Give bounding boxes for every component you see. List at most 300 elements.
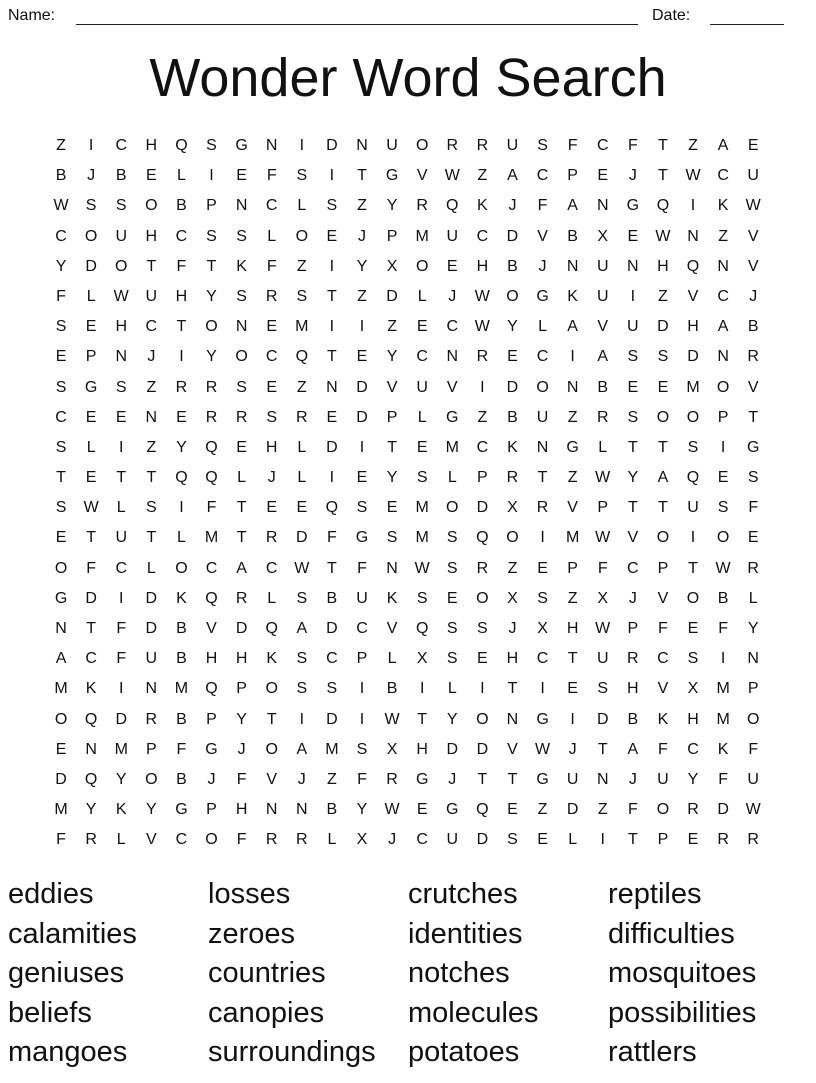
grid-cell: J bbox=[207, 770, 216, 788]
grid-cell: S bbox=[597, 680, 609, 698]
grid-cell: L bbox=[297, 197, 307, 215]
grid-cell: C bbox=[416, 831, 428, 849]
grid-cell: R bbox=[175, 378, 188, 396]
grid-cell: Y bbox=[386, 469, 398, 487]
grid-cell: S bbox=[416, 469, 428, 487]
word-list-item: crutches bbox=[408, 878, 518, 910]
grid-cell: R bbox=[476, 348, 489, 366]
grid-cell: H bbox=[687, 710, 699, 728]
grid-cell: V bbox=[687, 287, 699, 305]
grid-cell: P bbox=[145, 740, 157, 758]
grid-cell: Z bbox=[477, 167, 488, 185]
grid-cell: O bbox=[716, 529, 730, 547]
word-list-item: beliefs bbox=[8, 996, 92, 1029]
grid-cell: S bbox=[507, 831, 518, 849]
grid-cell: C bbox=[55, 227, 67, 245]
grid-cell: T bbox=[236, 529, 247, 547]
grid-cell: V bbox=[507, 740, 518, 758]
word-list-item: surroundings bbox=[208, 1036, 376, 1068]
grid-cell: I bbox=[179, 348, 184, 366]
grid-cell: W bbox=[474, 318, 490, 336]
grid-cell: L bbox=[116, 831, 126, 849]
grid-cell: I bbox=[299, 137, 305, 154]
grid-cell: X bbox=[597, 589, 609, 607]
grid-cell: B bbox=[326, 801, 338, 819]
grid-cell: Y bbox=[236, 710, 247, 728]
grid-cell: P bbox=[236, 680, 247, 698]
grid-cell: D bbox=[596, 710, 609, 728]
grid-cell: E bbox=[266, 499, 278, 517]
grid-cell: E bbox=[687, 831, 699, 849]
grid-cell: S bbox=[477, 620, 488, 637]
grid-cell: L bbox=[447, 469, 457, 487]
grid-cell: R bbox=[747, 559, 759, 577]
word-list-item: geniuses bbox=[8, 957, 125, 989]
grid-cell: F bbox=[86, 559, 97, 577]
grid-cell: L bbox=[447, 680, 457, 698]
grid-cell: G bbox=[536, 710, 549, 728]
grid-cell: I bbox=[359, 710, 365, 728]
grid-cell: H bbox=[205, 650, 218, 668]
grid-cell: R bbox=[85, 831, 97, 849]
grid-cell: N bbox=[386, 559, 398, 577]
grid-cell: Z bbox=[357, 287, 367, 305]
grid-cell: Q bbox=[84, 770, 98, 788]
grid-cell: D bbox=[506, 227, 519, 245]
grid-cell: Q bbox=[476, 529, 489, 547]
grid-cell: V bbox=[657, 589, 669, 607]
grid-cell: E bbox=[687, 620, 699, 637]
grid-cell: I bbox=[329, 318, 335, 336]
grid-cell: E bbox=[236, 438, 247, 456]
grid-cell: T bbox=[417, 710, 428, 728]
grid-cell: R bbox=[627, 650, 639, 668]
grid-cell: L bbox=[237, 469, 247, 487]
grid-cell: B bbox=[176, 770, 187, 788]
grid-cell: V bbox=[747, 378, 759, 396]
grid-cell: E bbox=[627, 227, 639, 245]
grid-cell: O bbox=[746, 710, 760, 728]
grid-cell: M bbox=[415, 499, 429, 517]
grid-cell: P bbox=[386, 227, 398, 245]
grid-cell: D bbox=[85, 589, 97, 607]
grid-cell: F bbox=[56, 831, 66, 849]
grid-cell: D bbox=[296, 529, 308, 547]
grid-cell: M bbox=[54, 680, 68, 698]
grid-cell: Z bbox=[296, 257, 307, 275]
grid-cell: H bbox=[145, 227, 158, 245]
grid-cell: B bbox=[747, 318, 759, 336]
grid-cell: T bbox=[116, 469, 127, 487]
grid-cell: A bbox=[597, 348, 609, 366]
grid-cell: T bbox=[537, 469, 548, 487]
grid-cell: O bbox=[265, 680, 278, 698]
grid-cell: J bbox=[448, 287, 457, 305]
word-list-item: notches bbox=[408, 957, 510, 989]
grid-cell: M bbox=[174, 680, 189, 698]
date-blank-line bbox=[710, 6, 784, 25]
grid-cell: E bbox=[85, 408, 97, 426]
grid-cell: O bbox=[415, 257, 429, 275]
grid-cell: C bbox=[536, 348, 549, 366]
grid-cell: B bbox=[176, 620, 187, 637]
grid-cell: I bbox=[209, 167, 214, 185]
grid-cell: W bbox=[294, 559, 310, 577]
grid-cell: C bbox=[115, 559, 128, 577]
grid-cell: C bbox=[175, 831, 188, 849]
grid-cell: S bbox=[537, 589, 548, 607]
grid-cell: U bbox=[145, 287, 158, 305]
grid-cell: D bbox=[326, 438, 338, 456]
grid-cell: U bbox=[566, 770, 579, 788]
grid-cell: Q bbox=[205, 469, 218, 487]
grid-cell: L bbox=[297, 438, 307, 456]
grid-cell: E bbox=[446, 257, 458, 275]
grid-cell: M bbox=[114, 740, 128, 758]
grid-cell: J bbox=[388, 831, 397, 849]
grid-cell: O bbox=[656, 408, 670, 426]
grid-cell: Z bbox=[658, 287, 668, 305]
grid-cell: T bbox=[658, 438, 668, 456]
grid-cell: W bbox=[745, 801, 761, 819]
grid-cell: C bbox=[476, 438, 489, 456]
grid-cell: E bbox=[55, 529, 67, 547]
grid-cell: E bbox=[266, 318, 278, 336]
grid-cell: L bbox=[417, 287, 427, 305]
grid-cell: Z bbox=[537, 801, 548, 819]
grid-cell: S bbox=[266, 408, 278, 426]
grid-cell: W bbox=[595, 529, 611, 547]
grid-cell: N bbox=[717, 348, 729, 366]
grid-cell: N bbox=[145, 680, 158, 698]
grid-cell: H bbox=[687, 318, 699, 336]
grid-cell: P bbox=[206, 801, 217, 819]
grid-cell: M bbox=[445, 438, 459, 456]
grid-cell: E bbox=[326, 227, 338, 245]
grid-cell: H bbox=[145, 137, 158, 154]
grid-cell: I bbox=[720, 650, 726, 668]
grid-cell: K bbox=[657, 710, 669, 728]
grid-cell: T bbox=[658, 499, 668, 517]
grid-cell: P bbox=[657, 831, 669, 849]
grid-cell: S bbox=[115, 378, 127, 396]
grid-cell: R bbox=[476, 559, 489, 577]
grid-cell: N bbox=[747, 650, 759, 668]
grid-cell: W bbox=[414, 559, 430, 577]
grid-cell: Y bbox=[176, 438, 187, 456]
grid-cell: T bbox=[567, 650, 578, 668]
grid-cell: N bbox=[506, 710, 519, 728]
grid-cell: O bbox=[54, 710, 68, 728]
grid-cell: O bbox=[54, 559, 68, 577]
grid-cell: S bbox=[236, 227, 247, 245]
grid-cell: L bbox=[176, 529, 186, 547]
grid-cell: O bbox=[446, 499, 459, 517]
grid-cell: L bbox=[116, 499, 126, 517]
grid-cell: S bbox=[115, 197, 127, 215]
grid-cell: C bbox=[326, 650, 338, 668]
grid-cell: T bbox=[146, 257, 157, 275]
grid-cell: B bbox=[386, 680, 398, 698]
grid-cell: R bbox=[265, 287, 278, 305]
grid-cell: R bbox=[596, 408, 609, 426]
date-label: Date: bbox=[652, 7, 691, 24]
grid-cell: Y bbox=[747, 620, 759, 637]
grid-cell: C bbox=[356, 620, 368, 637]
grid-cell: C bbox=[265, 197, 278, 215]
grid-cell: B bbox=[567, 227, 578, 245]
grid-cell: Z bbox=[567, 589, 578, 607]
grid-cell: I bbox=[570, 348, 575, 366]
grid-cell: R bbox=[416, 197, 428, 215]
grid-cell: M bbox=[204, 529, 219, 547]
grid-cell: B bbox=[627, 710, 639, 728]
grid-cell: D bbox=[356, 408, 368, 426]
grid-cell: H bbox=[235, 650, 248, 668]
grid-cell: N bbox=[235, 197, 248, 215]
grid-cell: A bbox=[567, 197, 578, 215]
grid-cell: Z bbox=[327, 770, 337, 788]
word-list-item: eddies bbox=[8, 878, 94, 910]
grid-cell: C bbox=[536, 167, 549, 185]
grid-cell: R bbox=[235, 408, 248, 426]
grid-cell: C bbox=[265, 348, 278, 366]
grid-cell: U bbox=[506, 137, 519, 154]
grid-cell: K bbox=[386, 589, 398, 607]
grid-cell: T bbox=[507, 680, 518, 698]
grid-cell: B bbox=[176, 197, 187, 215]
grid-cell: Y bbox=[446, 710, 458, 728]
grid-cell: V bbox=[145, 831, 157, 849]
grid-cell: E bbox=[537, 831, 548, 849]
grid-cell: G bbox=[175, 801, 188, 819]
grid-cell: T bbox=[86, 529, 97, 547]
grid-cell: Y bbox=[145, 801, 157, 819]
grid-cell: K bbox=[717, 197, 729, 215]
grid-cell: K bbox=[717, 740, 729, 758]
grid-cell: Z bbox=[507, 559, 518, 577]
grid-cell: N bbox=[326, 378, 338, 396]
grid-cell: W bbox=[53, 197, 69, 215]
grid-cell: M bbox=[54, 801, 68, 819]
grid-cell: N bbox=[627, 257, 639, 275]
grid-cell: Z bbox=[718, 227, 728, 245]
grid-cell: S bbox=[657, 348, 669, 366]
grid-cell: H bbox=[627, 680, 639, 698]
grid-cell: T bbox=[146, 529, 157, 547]
grid-cell: Q bbox=[265, 620, 278, 637]
grid-cell: E bbox=[747, 529, 759, 547]
grid-cell: R bbox=[265, 831, 278, 849]
grid-cell: D bbox=[386, 287, 398, 305]
grid-cell: Z bbox=[387, 318, 397, 336]
grid-cell: R bbox=[205, 408, 218, 426]
grid-cell: E bbox=[326, 408, 338, 426]
grid-cell: E bbox=[115, 408, 127, 426]
name-blank-line bbox=[76, 6, 638, 25]
grid-cell: E bbox=[296, 499, 308, 517]
grid-cell: Q bbox=[205, 680, 218, 698]
grid-cell: S bbox=[85, 197, 97, 215]
grid-cell: O bbox=[476, 589, 489, 607]
grid-cell: E bbox=[176, 408, 187, 426]
grid-cell: N bbox=[596, 197, 609, 215]
grid-cell: O bbox=[175, 559, 188, 577]
grid-cell: Q bbox=[415, 620, 429, 637]
grid-cell: F bbox=[537, 197, 548, 215]
grid-cell: Y bbox=[386, 348, 398, 366]
grid-cell: E bbox=[356, 469, 368, 487]
grid-cell: U bbox=[596, 650, 609, 668]
grid-cell: N bbox=[55, 620, 67, 637]
grid-cell: F bbox=[176, 257, 187, 275]
grid-cell: L bbox=[568, 831, 578, 849]
grid-cell: O bbox=[265, 740, 278, 758]
grid-cell: P bbox=[567, 559, 578, 577]
grid-cell: I bbox=[690, 529, 696, 547]
grid-cell: S bbox=[145, 499, 157, 517]
letter-grid bbox=[46, 131, 768, 856]
grid-cell: B bbox=[115, 167, 127, 185]
grid-cell: J bbox=[147, 348, 156, 366]
grid-cell: R bbox=[145, 710, 158, 728]
grid-cell: J bbox=[508, 620, 517, 637]
grid-cell: C bbox=[205, 559, 218, 577]
grid-cell: R bbox=[446, 137, 459, 154]
grid-cell: Y bbox=[206, 348, 217, 366]
grid-cell: X bbox=[386, 257, 398, 275]
grid-cell: C bbox=[145, 318, 158, 336]
grid-cell: L bbox=[538, 318, 547, 336]
grid-cell: F bbox=[567, 137, 578, 154]
grid-cell: C bbox=[476, 227, 489, 245]
grid-cell: R bbox=[265, 529, 278, 547]
grid-cell: S bbox=[446, 529, 458, 547]
grid-cell: E bbox=[477, 650, 488, 668]
grid-cell: I bbox=[359, 318, 365, 336]
grid-cell: Z bbox=[477, 408, 488, 426]
grid-cell: G bbox=[415, 770, 429, 788]
grid-cell: W bbox=[655, 227, 671, 245]
grid-cell: D bbox=[235, 620, 248, 637]
grid-cell: I bbox=[88, 137, 94, 154]
grid-cell: Y bbox=[206, 287, 217, 305]
word-list-item: reptiles bbox=[608, 878, 702, 910]
grid-cell: E bbox=[597, 167, 609, 185]
grid-cell: C bbox=[596, 137, 609, 154]
grid-cell: G bbox=[566, 438, 579, 456]
word-list-item: difficulties bbox=[608, 917, 735, 950]
grid-cell: W bbox=[595, 620, 611, 637]
grid-cell: U bbox=[596, 287, 609, 305]
grid-cell: E bbox=[416, 318, 428, 336]
grid-cell: U bbox=[747, 167, 759, 185]
grid-cell: H bbox=[115, 318, 128, 336]
grid-cell: Q bbox=[446, 197, 459, 215]
grid-cell: Z bbox=[296, 378, 307, 396]
grid-cell: T bbox=[327, 287, 337, 305]
grid-cell: Z bbox=[56, 137, 66, 154]
grid-cell: I bbox=[480, 378, 485, 396]
grid-cell: I bbox=[570, 710, 575, 728]
grid-cell: O bbox=[656, 801, 670, 819]
grid-cell: U bbox=[747, 770, 759, 788]
grid-cell: B bbox=[507, 257, 518, 275]
grid-cell: L bbox=[146, 559, 156, 577]
grid-cell: C bbox=[265, 559, 278, 577]
grid-cell: C bbox=[446, 318, 459, 336]
grid-cell: E bbox=[717, 469, 729, 487]
grid-cell: I bbox=[329, 257, 335, 275]
grid-cell: I bbox=[359, 438, 365, 456]
grid-cell: R bbox=[687, 801, 699, 819]
grid-cell: X bbox=[507, 589, 518, 607]
grid-cell: X bbox=[537, 620, 548, 637]
grid-cell: F bbox=[116, 650, 127, 668]
grid-cell: L bbox=[267, 589, 277, 607]
grid-cell: D bbox=[115, 710, 128, 728]
grid-cell: Y bbox=[85, 801, 97, 819]
grid-cell: I bbox=[119, 589, 124, 607]
grid-cell: E bbox=[627, 378, 639, 396]
grid-cell: L bbox=[86, 287, 96, 305]
grid-cell: F bbox=[266, 257, 277, 275]
grid-cell: T bbox=[627, 438, 638, 456]
grid-cell: Q bbox=[175, 469, 188, 487]
grid-cell: E bbox=[145, 167, 157, 185]
grid-cell: L bbox=[327, 831, 337, 849]
grid-cell: O bbox=[205, 831, 218, 849]
grid-cell: J bbox=[749, 287, 758, 305]
grid-cell: R bbox=[476, 137, 489, 154]
grid-cell: K bbox=[477, 197, 488, 215]
grid-cell: G bbox=[446, 801, 459, 819]
grid-cell: O bbox=[115, 257, 128, 275]
grid-cell: D bbox=[55, 770, 67, 788]
grid-cell: J bbox=[237, 740, 246, 758]
grid-cell: C bbox=[657, 650, 669, 668]
grid-cell: Q bbox=[205, 589, 218, 607]
grid-cell: N bbox=[356, 137, 368, 154]
grid-cell: L bbox=[598, 438, 608, 456]
grid-cell: P bbox=[206, 710, 217, 728]
grid-cell: Z bbox=[688, 137, 698, 154]
grid-cell: T bbox=[266, 710, 277, 728]
grid-cell: S bbox=[326, 680, 338, 698]
grid-cell: S bbox=[296, 650, 308, 668]
grid-cell: X bbox=[597, 227, 609, 245]
word-list-item: potatoes bbox=[408, 1036, 520, 1068]
grid-cell: Q bbox=[686, 257, 700, 275]
grid-cell: I bbox=[630, 287, 636, 305]
grid-cell: H bbox=[506, 650, 519, 668]
grid-cell: J bbox=[568, 740, 577, 758]
grid-cell: E bbox=[507, 348, 518, 366]
grid-cell: S bbox=[55, 499, 67, 517]
grid-cell: G bbox=[446, 408, 459, 426]
grid-cell: R bbox=[536, 499, 549, 517]
grid-cell: A bbox=[507, 167, 518, 185]
grid-cell: I bbox=[720, 438, 726, 456]
grid-cell: F bbox=[627, 137, 638, 154]
grid-cell: L bbox=[297, 469, 307, 487]
word-list-item: identities bbox=[408, 917, 523, 950]
grid-cell: S bbox=[386, 529, 398, 547]
grid-cell: K bbox=[266, 650, 278, 668]
grid-cell: S bbox=[446, 559, 458, 577]
grid-cell: C bbox=[55, 408, 67, 426]
grid-cell: L bbox=[417, 408, 427, 426]
